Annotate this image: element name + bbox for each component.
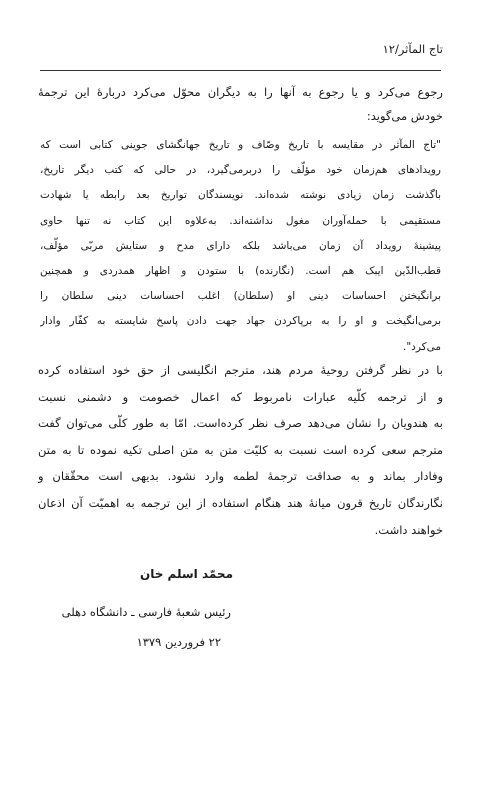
quote-line: پیشینهٔ رویداد آن زمان می‌باشد بلکه دارای مدح و ستایش مربّی مؤلّف، xyxy=(40,239,441,252)
text-line: به هندویان را نشان می‌دهد صرف نظر کرده‌است. امّا به طور کلّی می‌توان گفت xyxy=(38,416,443,431)
running-head xyxy=(38,40,443,60)
text-line: رجوع می‌کرد و یا رجوع به آنها را به دیگران محوّل می‌کرد دربارهٔ این ترجمهٔ xyxy=(38,85,443,99)
text-line: خواهند داشت. xyxy=(374,522,443,537)
quote-line: برمی‌انگیخت و او را به برپاکردن جهاد جهت دادن پاسخ شایسته به کفّار وادار xyxy=(40,315,441,328)
quote-line: می‌کرد". xyxy=(402,340,441,353)
quote-line: رویدادهای هم‌زمان خود مؤلّف را دربرمی‌گیرد، در حالی که کتب دیگر تاریخ، xyxy=(40,164,441,177)
text-line: مترجم سعی کرده است نسبت به کلیّت متن به متن اصلی تکیه نموده تا به متن xyxy=(38,442,443,457)
paragraph-body xyxy=(38,357,443,543)
header-rule xyxy=(40,70,441,71)
quote-line: باگذشت زمان زیادی نوشته شده‌اند. نویسندگان تواریخ بعد رابطه یا شهادت xyxy=(40,189,441,202)
text-line: وفادار بماند و به صداقت ترجمهٔ لطمه وارد نشود. بدیهی است محقّقان و xyxy=(38,469,443,484)
signature-date: ۲۲ فروردین ۱۳۷۹ xyxy=(136,635,221,649)
paragraph-intro xyxy=(38,81,443,129)
text-line: نگارندگان تاریخ قرون میانهٔ هند هنگام استفاده از این ترجمه به اهمیّت آن اذعان xyxy=(38,495,443,510)
signature-role: رئیس شعبهٔ فارسی ـ دانشگاه دهلی xyxy=(61,605,231,619)
running-title: تاج المآثر/۱۲ xyxy=(382,42,443,56)
block-quote xyxy=(40,133,441,360)
quote-line: مستقیمی با حمله‌آوران مغول نداشته‌اند. به‌علاوه این کتاب نه تنها حاوی xyxy=(40,214,441,227)
text-line: و از ترجمه کلّیه عبارات نامربوط که اعمال خصومت و دشمنی نسبت xyxy=(38,389,443,404)
quote-line: "تاج المآثر در مقایسه با تاریخ وصّاف و تاریخ جهانگشای جوینی کتابی است که xyxy=(40,139,441,151)
quote-line: قطب‌الدّین ایبک هم است. (نگارنده) با ستودن و اظهار همدردی و همچنین xyxy=(40,264,441,277)
signature-name: محمّد اسلم خان xyxy=(139,567,233,581)
text-line: خودش می‌گوید: xyxy=(366,108,443,123)
text-line: با در نظر گرفتن روحیهٔ مردم هند، مترجم انگلیسی از حق خود استفاده کرده xyxy=(38,363,443,377)
quote-line: برانگیختن احساسات دینی او (سلطان) اغلب احساسات دینی سلطان را xyxy=(40,290,441,303)
